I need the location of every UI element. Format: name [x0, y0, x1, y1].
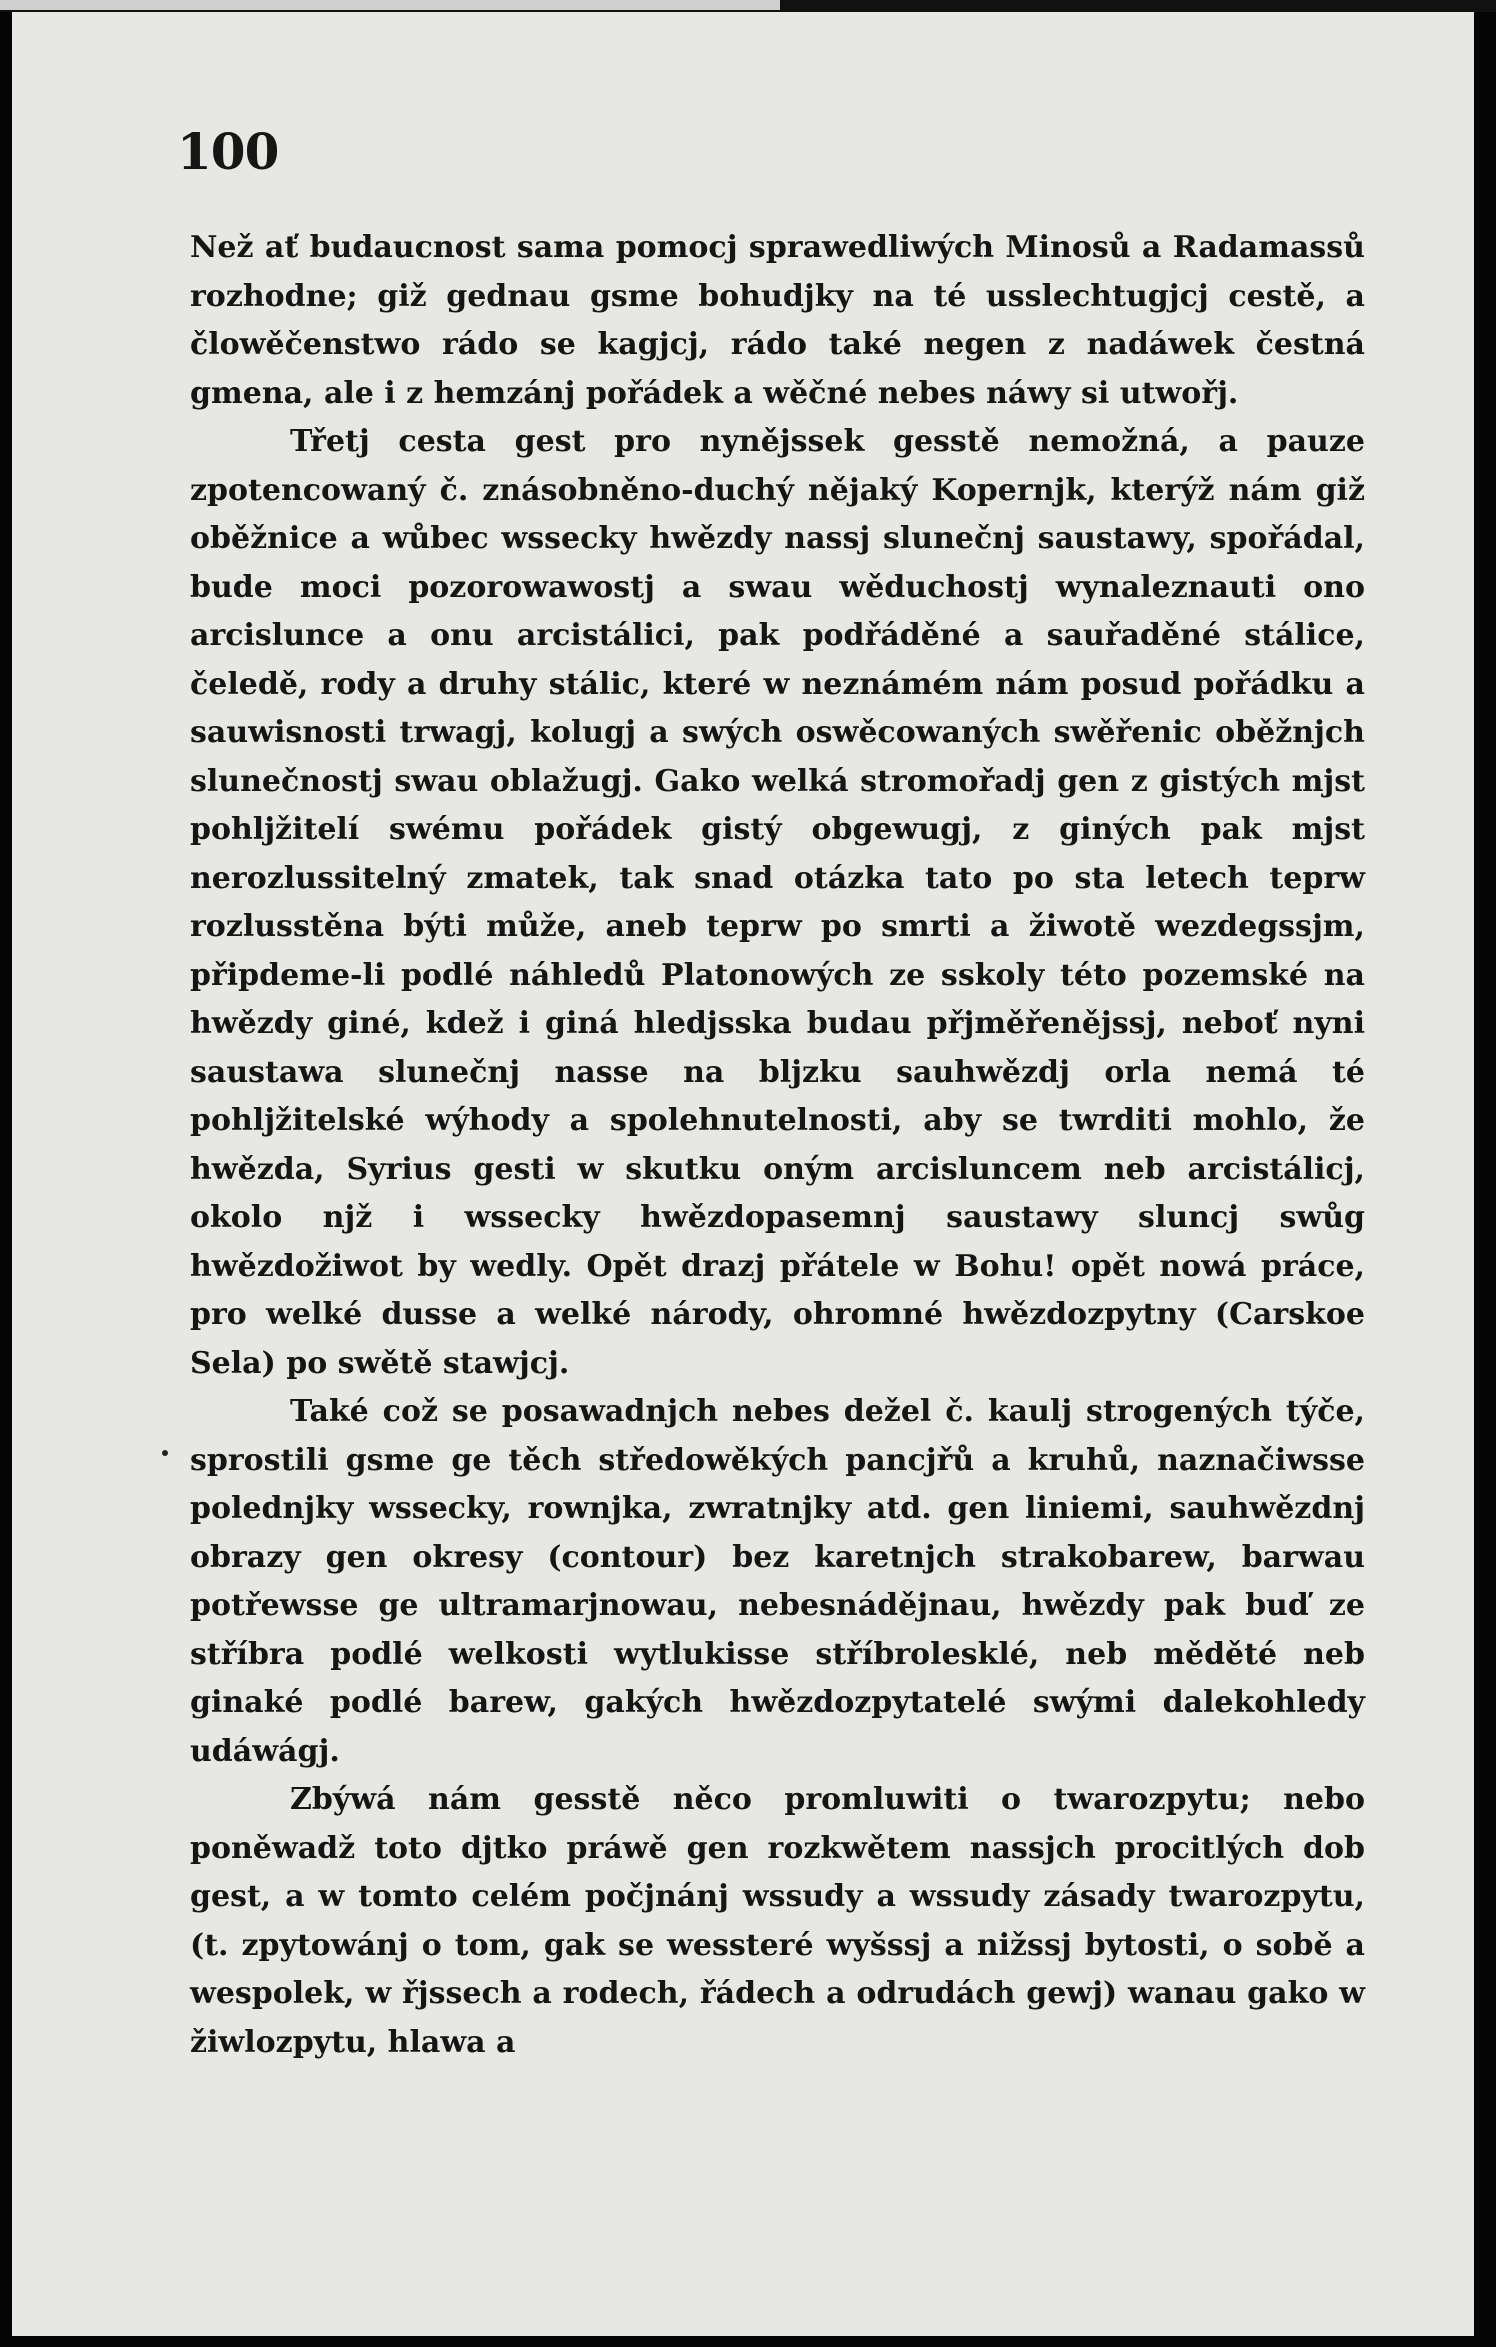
scan-top-edge-highlight: [0, 0, 780, 10]
page-number: 100: [177, 122, 279, 181]
paragraph-4: Zbýwá nám gesstě něco promluwiti o twarozpytu; nebo poněwadž toto djtko práwě gen rozkwětem nassjch procitlých dob gest, a w tomto celém počjnánj wssudy a wssudy zásady twarozpytu, (t. zpytowánj o tom, gak se wessteré wyšssj a nižssj bytosti, o sobě a wespolek, w řjssech a rodech, řádech a odrudách gewj) wanau gako w žiwlozpytu, hlawa a: [190, 1782, 1365, 2060]
scan-top-edge: [0, 0, 1496, 12]
book-page: [12, 12, 1474, 2336]
paragraph-2: Třetj cesta gest pro nynějssek gesstě nemožná, a pauze zpotencowaný č. znásobněno-duchý nějaký Kopernjk, kterýž nám giž oběžnice a wůbec wssecky hwězdy nassj slunečnj saustawy, spořádal, bude moci pozorowawostj a swau wěduchostj wynaleznauti ono arcislunce a onu arcistálici, pak podřáděné a sauřaděné stálice, čeledě, rody a druhy stálic, které w neznámém nám posud pořádku a sauwisnosti trwagj, kolugj a swých oswěcowaných swěřenic oběžnjch slunečnostj swau oblažugj. Gako welká stromořadj gen z gistých mjst pohljžitelí swému pořádek gistý obgewugj, z giných pak mjst nerozlussitelný zmatek, tak snad otázka tato po sta letech teprw rozlusstěna býti může, aneb teprw po smrti a žiwotě wezdegssjm, připdeme-li podlé náhledů Platonowých ze sskoly této pozemské na hwězdy giné, kdež i giná hledjsska budau přjměřenějssj, neboť nyni saustawa slunečnj nasse na bljzku sauhwězdj orla nemá té pohljžitelské wýhody a spolehnutelnosti, aby se twrditi mohlo, že hwězda, Syrius gesti w skutku oným arcisluncem neb arcistálicj, okolo njž i wssecky hwězdopasemnj saustawy sluncj swůg hwězdožiwot by wedly. Opět drazj přátele w Bohu! opět nowá práce, pro welké dusse a welké národy, ohromné hwězdozpytny (Carskoe Sela) po swětě stawjcj.: [190, 424, 1365, 1381]
paragraph-1: Než ať budaucnost sama pomocj sprawedliwých Minosů a Radamassů rozhodne; giž gednau gsme bohudjky na té usslechtugjcj cestě, a člowěčenstwo rádo se kagjcj, rádo také negen z nadáwek čestná gmena, ale i z hemzánj pořádek a wěčné nebes náwy si utwořj.: [190, 230, 1365, 411]
ink-speck: [162, 1450, 168, 1456]
paragraph-3: Také což se posawadnjch nebes dežel č. kaulj strogených týče, sprostili gsme ge těch středowěkých pancjřů a kruhů, naznačiwsse polednjky wssecky, rownjka, zwratnjky atd. gen liniemi, sauhwězdnj obrazy gen okresy (contour) bez karetnjch strakobarew, barwau potřewsse ge ultramarjnowau, nebesnádějnau, hwězdy pak buď ze stříbra podlé welkosti wytlukisse stříbrolesklé, neb měděté neb ginaké podlé barew, gakých hwězdozpytatelé swými dalekohledy udáwágj.: [190, 1394, 1365, 1769]
body-text: [190, 224, 1365, 2067]
